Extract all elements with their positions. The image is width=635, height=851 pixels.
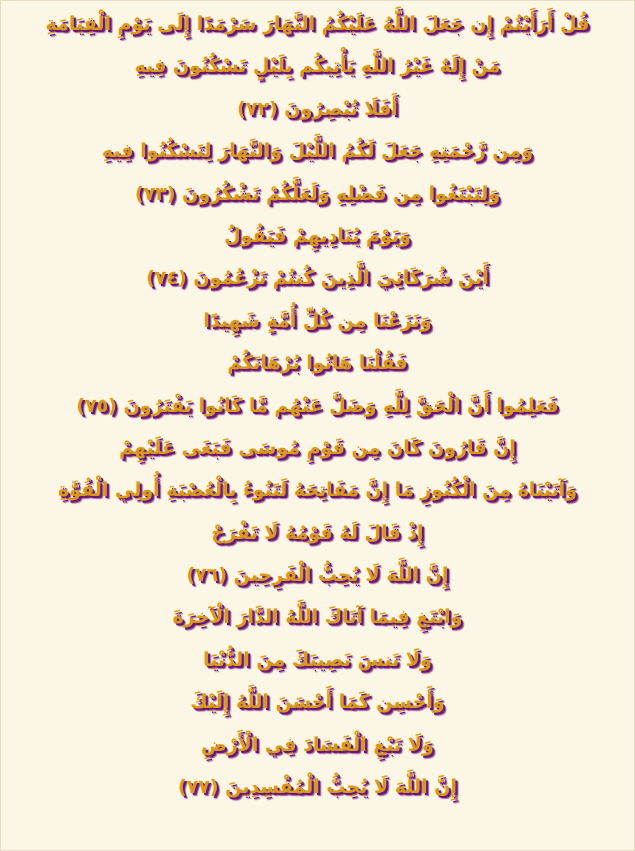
- verse-line: إِنَّ اللَّهَ لَا يُحِبُّ الْمُفْسِدِينَ (٧٧): [178, 776, 457, 799]
- verse-line: أَفَلَا تُبْصِرُونَ (٧٢): [237, 97, 398, 120]
- verse-line: قُلْ أَرَأَيْتُمْ إِن جَعَلَ اللَّهُ عَلَيْكُمُ النَّهَارَ سَرْمَدًا إِلَى يَوْمِ الْقِيَامَةِ: [45, 13, 590, 35]
- verse-line: فَعَلِمُوا أَنَّ الْحَقَّ لِلَّهِ وَضَلَّ عَنْهُم مَّا كَانُوا يَفْتَرُونَ (٧٥): [76, 394, 559, 417]
- verse-line: إِنَّ اللَّهَ لَا يُحِبُّ الْفَرِحِينَ (٧٦): [186, 564, 449, 587]
- verse-line: وَمِن رَّحْمَتِهِ جَعَلَ لَكُمُ اللَّيْلَ وَالنَّهَارَ لِتَسْكُنُوا فِيهِ: [101, 140, 534, 163]
- verse-line: أَيْنَ شُرَكَائِيَ الَّذِينَ كُنتُمْ تَزْعُمُونَ (٧٤): [146, 267, 489, 290]
- verse-line: وَابْتَغِ فِيمَا آتَاكَ اللَّهُ الدَّارَ الْآخِرَةَ: [172, 606, 463, 629]
- verse-line: مَنْ إِلَهٌ غَيْرُ اللَّهِ يَأْتِيكُم بِلَيْلٍ تَسْكُنُونَ فِيهِ: [134, 55, 501, 78]
- verse-line: وَنَزَعْنَا مِن كُلِّ أُمَّةٍ شَهِيدًا: [203, 309, 432, 332]
- verse-line: وَلِتَبْتَغُوا مِن فَضْلِهِ وَلَعَلَّكُمْ تَشْكُرُونَ (٧٣): [134, 182, 501, 205]
- verse-line: وَيَوْمَ يُنَادِيهِمْ فَيَقُولُ: [224, 224, 411, 247]
- verse-list: [1, 1, 634, 808]
- verse-line: وَآتَيْنَاهُ مِنَ الْكُنُوزِ مَا إِنَّ مَفَاتِحَهُ لَتَنُوءُ بِالْعُصْبَةِ أُولِي الْقُوَّةِ: [57, 479, 578, 502]
- verse-line: وَلَا تَبْغِ الْفَسَادَ فِي الْأَرْضِ: [201, 733, 434, 756]
- verse-line: إِذْ قَالَ لَهُ قَوْمُهُ لَا تَفْرَحْ: [211, 521, 424, 544]
- verse-line: إِنَّ قَارُونَ كَانَ مِن قَوْمِ مُوسَى فَبَغَى عَلَيْهِمْ: [119, 436, 516, 459]
- verse-line: وَلَا تَنسَ نَصِيبَكَ مِنَ الدُّنْيَا: [203, 648, 432, 671]
- verse-line: وَأَحْسِن كَمَا أَحْسَنَ اللَّهُ إِلَيْكَ: [190, 691, 445, 714]
- verse-line: فَقُلْنَا هَاتُوا بُرْهَانَكُمْ: [227, 352, 408, 375]
